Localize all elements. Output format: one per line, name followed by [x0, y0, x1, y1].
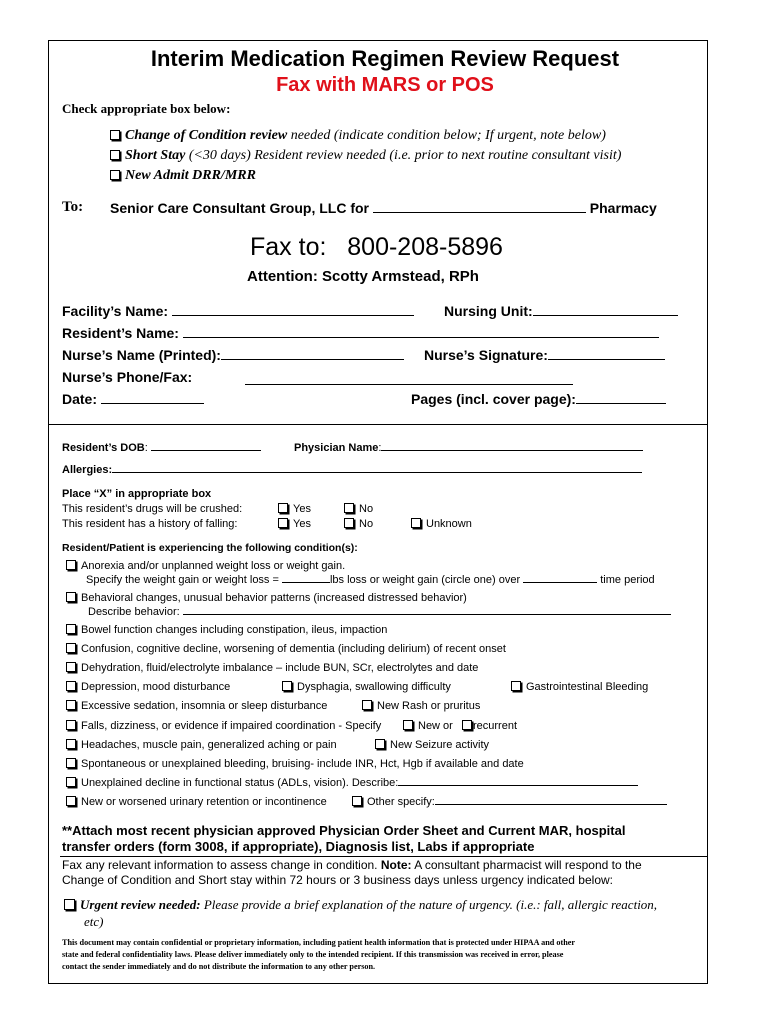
divider — [60, 856, 708, 857]
facility-name-field[interactable] — [172, 315, 414, 316]
allergies-row: Allergies: — [62, 464, 642, 476]
condition-anorexia[interactable]: Anorexia and/or unplanned weight loss or weight gain. — [66, 560, 345, 572]
checkbox-icon[interactable] — [110, 170, 120, 180]
condition-bowel[interactable]: Bowel function changes including constipation, ileus, impaction — [66, 624, 387, 636]
condition-confusion[interactable]: Confusion, cognitive decline, worsening of dementia (including delirium) of recent onset — [66, 643, 506, 655]
checkbox-icon[interactable] — [278, 518, 288, 528]
behavior-description-field[interactable] — [183, 614, 671, 615]
weight-amount-field[interactable] — [282, 582, 330, 583]
falls-new[interactable]: New or — [403, 720, 453, 732]
fax-number: 800-208-5896 — [347, 233, 503, 261]
falling-question: This resident has a history of falling: — [62, 518, 238, 530]
checkbox-icon[interactable] — [66, 592, 76, 602]
pharmacy-name-field[interactable] — [373, 212, 586, 213]
condition-falls[interactable]: Falls, dizziness, or evidence if impaired coordination - Specify — [66, 720, 381, 732]
nursing-unit-field[interactable] — [533, 315, 678, 316]
nurse-name-row: Nurse’s Name (Printed): — [62, 347, 404, 363]
condition-other[interactable]: Other specify: — [352, 796, 667, 808]
checkbox-icon[interactable] — [352, 796, 362, 806]
falling-yes[interactable]: Yes — [278, 518, 311, 530]
resident-name-row: Resident’s Name: — [62, 325, 659, 341]
form-title: Interim Medication Regimen Review Request — [150, 46, 620, 71]
checkbox-icon[interactable] — [66, 560, 76, 570]
review-option-short-stay[interactable]: Short Stay (<30 days) Resident review needed (i.e. prior to next routine consultant visit) — [110, 148, 621, 164]
checkbox-icon[interactable] — [66, 700, 76, 710]
condition-behavioral[interactable]: Behavioral changes, unusual behavior patterns (increased distressed behavior) — [66, 592, 467, 604]
fax-to: Fax to: 800-208-5896 — [250, 233, 503, 261]
checkbox-icon[interactable] — [66, 758, 76, 768]
allergies-field[interactable] — [112, 472, 642, 473]
checkbox-icon[interactable] — [344, 503, 354, 513]
falls-recurrent[interactable]: recurrent — [462, 720, 517, 732]
condition-bleeding[interactable]: Spontaneous or unexplained bleeding, bruising- include INR, Hct, Hgb if available and date — [66, 758, 524, 770]
crushed-yes[interactable]: Yes — [278, 503, 311, 515]
nurse-name-field[interactable] — [221, 359, 404, 360]
divider — [48, 424, 708, 425]
condition-depression[interactable]: Depression, mood disturbance — [66, 681, 230, 693]
condition-sedation[interactable]: Excessive sedation, insomnia or sleep disturbance — [66, 700, 327, 712]
physician-row: Physician Name: — [294, 442, 643, 454]
attention: Attention: Scotty Armstead, RPh — [247, 268, 479, 285]
checkbox-icon[interactable] — [344, 518, 354, 528]
checkbox-icon[interactable] — [411, 518, 421, 528]
to-line: Senior Care Consultant Group, LLC for Pharmacy — [110, 200, 657, 216]
conditions-heading: Resident/Patient is experiencing the following condition(s): — [62, 542, 358, 554]
fax-info-line-1: Fax any relevant information to assess change in condition. Note: A consultant pharmacist will respond to the — [62, 858, 642, 872]
crushed-question: This resident’s drugs will be crushed: — [62, 503, 243, 515]
condition-functional[interactable]: Unexplained decline in functional status (ADLs, vision). Describe: — [66, 777, 638, 789]
describe-behavior-row: Describe behavior: — [88, 606, 671, 618]
urgent-review[interactable]: Urgent review needed: Please provide a brief explanation of the nature of urgency. (i.e.: fall, allergic reaction, — [64, 897, 657, 913]
date-field[interactable] — [101, 403, 204, 404]
checkbox-icon[interactable] — [66, 777, 76, 787]
confidentiality-line-2: state and federal confidentiality laws. Please deliver immediately only to the intended recipient. If this transmission was received in error, please — [62, 950, 564, 959]
nurse-phone-row: Nurse’s Phone/Fax: — [62, 369, 193, 385]
condition-dehydration[interactable]: Dehydration, fluid/electrolyte imbalance – include BUN, SCr, electrolytes and date — [66, 662, 478, 674]
checkbox-icon[interactable] — [462, 720, 472, 730]
form-subtitle: Fax with MARS or POS — [276, 74, 494, 96]
condition-dysphagia[interactable]: Dysphagia, swallowing difficulty — [282, 681, 451, 693]
urgent-review-line-2: etc) — [84, 914, 104, 929]
condition-headaches[interactable]: Headaches, muscle pain, generalized aching or pain — [66, 739, 337, 751]
pages-field[interactable] — [576, 403, 666, 404]
checkbox-icon[interactable] — [403, 720, 413, 730]
checkbox-icon[interactable] — [110, 130, 120, 140]
physician-name-field[interactable] — [381, 450, 643, 451]
nurse-signature-row: Nurse’s Signature: — [424, 347, 665, 363]
attach-line-2: transfer orders (form 3008, if appropriate), Diagnosis list, Labs if appropriate — [62, 839, 535, 854]
nurse-phone-field[interactable] — [245, 384, 573, 385]
checkbox-icon[interactable] — [282, 681, 292, 691]
facility-name-row: Facility’s Name: — [62, 303, 414, 319]
review-option-new-admit[interactable]: New Admit DRR/MRR — [110, 168, 256, 184]
attach-line-1: **Attach most recent physician approved Physician Order Sheet and Current MAR, hospital — [62, 823, 626, 838]
checkbox-icon[interactable] — [66, 662, 76, 672]
confidentiality-line-3: contact the sender immediately and do not distribute the information to any other person. — [62, 962, 376, 971]
to-label: To: — [62, 199, 84, 215]
checkbox-icon[interactable] — [66, 796, 76, 806]
checkbox-icon[interactable] — [66, 681, 76, 691]
crushed-no[interactable]: No — [344, 503, 373, 515]
other-specify-field[interactable] — [435, 804, 667, 805]
checkbox-icon[interactable] — [66, 739, 76, 749]
condition-seizure[interactable]: New Seizure activity — [375, 739, 489, 751]
nursing-unit-row: Nursing Unit: — [444, 303, 678, 319]
checkbox-icon[interactable] — [511, 681, 521, 691]
falling-unknown[interactable]: Unknown — [411, 518, 472, 530]
resident-name-field[interactable] — [183, 337, 659, 338]
checkbox-icon[interactable] — [66, 720, 76, 730]
checkbox-icon[interactable] — [278, 503, 288, 513]
nurse-signature-field[interactable] — [548, 359, 665, 360]
checkbox-icon[interactable] — [66, 643, 76, 653]
falling-no[interactable]: No — [344, 518, 373, 530]
checkbox-icon[interactable] — [66, 624, 76, 634]
condition-gi-bleeding[interactable]: Gastrointestinal Bleeding — [511, 681, 648, 693]
checkbox-icon[interactable] — [64, 899, 75, 910]
fax-info-line-2: Change of Condition and Short stay within 72 hours or 3 business days unless urgency indicated below: — [62, 873, 613, 887]
check-instruction: Check appropriate box below: — [62, 101, 231, 116]
pages-row: Pages (incl. cover page): — [411, 391, 666, 407]
weight-specify-row: Specify the weight gain or weight loss = lbs loss or weight gain (circle one) over time period — [86, 574, 655, 586]
checkbox-icon[interactable] — [362, 700, 372, 710]
functional-description-field[interactable] — [398, 785, 638, 786]
review-option-change-of-condition[interactable]: Change of Condition review needed (indicate condition below; If urgent, note below) — [110, 128, 606, 144]
dob-field[interactable] — [151, 450, 261, 451]
time-period-field[interactable] — [523, 582, 597, 583]
dob-row: Resident’s DOB: — [62, 442, 261, 454]
date-row: Date: — [62, 391, 204, 407]
confidentiality-line-1: This document may contain confidential or proprietary information, including patient health information that is protected under HIPAA and other — [62, 938, 576, 947]
place-x-heading: Place “X” in appropriate box — [62, 488, 212, 500]
condition-rash[interactable]: New Rash or pruritus — [362, 700, 480, 712]
checkbox-icon[interactable] — [375, 739, 385, 749]
condition-urinary[interactable]: New or worsened urinary retention or incontinence — [66, 796, 327, 808]
checkbox-icon[interactable] — [110, 150, 120, 160]
